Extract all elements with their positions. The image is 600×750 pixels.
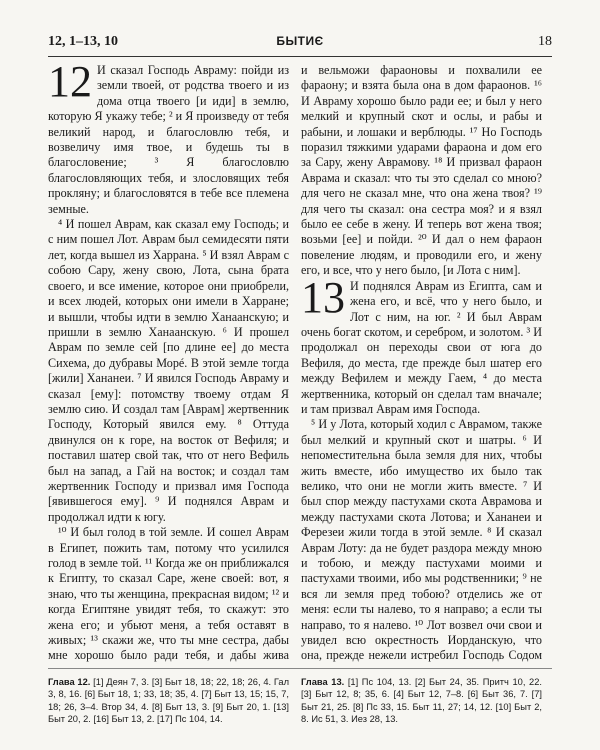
left-column [48,63,289,663]
footnote-refs-13: [1] Пс 104, 13. [2] Быт 24, 35. Притч 10, 22. [3] Быт 12, 8; 35, 6. [4] Быт 12, 7–8. [6] Быт 36, 7. [7] Быт 21, 25. [8] Пс 33, 15. Быт 11, 27; 14, 12. [10] Быт 2, 8. Ис 51, 3. Иез 28, 13. [301,677,542,725]
footnotes-chapter-13 [301,676,542,726]
running-header [48,32,552,54]
footnotes-chapter-12 [48,676,289,726]
chapter-12-verses-15-20: и вельможи фараоновы и похвалили ее фараону; и взята была она в дом фараонов. ¹⁶ И Авраму хорошо было ради ее; и был у него мелкий и крупный скот и ослы, и рабы и рабыни, и лошаки и верблюды. ¹⁷ Но Господь поразил тяжкими ударами фараона и дом его за Сару, жену Аврамову. ¹⁸ И призвал фараон Аврама и сказал: что ты это сделал со мною? для чего не сказал мне, что она жена твоя? ¹⁹ для чего ты сказал: она сестра моя? и я взял было ее себе в жену. И теперь вот жена твоя; возьми [ее] и пойди. ²⁰ И дал о нем фараон повеление людям, и проводили его, и жену его, и все, что у него было, [и Лота с ним]. [301,63,542,278]
chapter-12-verses-1-3: И сказал Господь Авраму: пойди из земли твоей, от родства твоего и из дома отца твоего [и иди] в землю, которую Я укажу тебе; ² и Я произведу от тебя великий народ, и благословлю тебя, и возвеличу имя твое, и будешь ты в благословение; ³ Я благословлю благословляющих тебя, и злословящих тебя прокляну; и благословятся в тебе все племена земные. [48,63,289,216]
chapter-range: 12, 1–13, 10 [48,34,118,49]
footnote-label-12: Глава 12. [48,677,91,687]
footnote-rule [48,668,552,669]
chapter-13-verses-5-10: ⁵ И у Лота, который ходил с Аврамом, также был мелкий и крупный скот и шатры. ⁶ И непоместительна была земля для них, чтобы жить вместе, ибо имущество их было так велико, что они не могли жить вместе. ⁷ И был спор между пастухами скота Аврамова и между пастухами скота Лотова; и Хананеи и Ферезеи жили тогда в этой земле. ⁸ И сказал Аврам Лоту: да не будет раздора между мною и тобою, и между пастухами моими и пастухами твоими, ибо мы родственники; ⁹ не вся ли земля пред тобою? отделись же от меня: если ты налево, то я направо; а если ты направо, то я налево. ¹⁰ Лот возвел очи свои и увидел всю окрестность Иорданскую, что она, прежде нежели истребил Господь Содом [301,417,542,663]
page-number: 18 [538,34,552,49]
chapter-13-opening [301,272,542,418]
footnote-refs-12: [1] Деян 7, 3. [3] Быт 18, 18; 22, 18; 26, 4. Гал 3, 8, 16. [6] Быт 18, 1; 33, 18; 35, 4. [7] Быт 13, 15; 15, 7, 18; 26, 3–4. Втор 34, 4. [8] Быт 13, 3. [9] Быт 20, 1. [13] Быт 20, 2. [16] Быт 13, 2. [17] Пс 104, 14. [48,677,289,725]
chapter-13-verses-1-4: И поднялся Аврам из Египта, сам и жена его, и всё, что у него было, и Лот с ним, на юг. ² И был Аврам очень богат скотом, и серебром, и золотом. ³ И продолжал он переходы свои от юга до Вефиля, до места, где прежде был шатер его между Вефилем и между Гаем, ⁴ до места жертвенника, который он сделал там вначале; и там призвал Аврам имя Господа. [301,278,542,416]
chapter-13-dropcap: 13 [301,272,345,322]
chapter-12-opening [48,63,289,217]
chapter-12-dropcap: 12 [48,63,92,106]
book-title: БЫТИЄ [276,34,324,48]
chapter-12-verses-4-9: ⁴ И пошел Аврам, как сказал ему Господь; и с ним пошел Лот. Аврам был семидесяти пяти лет, когда вышел из Харрана. ⁵ И взял Аврам с собою Сару, жену свою, Лота, сына брата своего, и все имение, которое они приобрели, и всех людей, которых они имели в Харране; и вышли, чтобы идти в землю Ханаанскую; и пришли в землю Ханаанскую. ⁶ И прошел Аврам по земле сей [по длине ее] до места Сихема, до дубравы Морé. В этой земле тогда [жили] Хананеи. ⁷ И явился Господь Авраму и сказал [ему]: потомству твоему отдам Я землю сию. И создал там [Аврам] жертвенник Господу, Который явился ему. ⁸ Оттуда двинулся он к горе, на восток от Вефиля; и поставил шатер свой так, что от него Вефиль был на запад, а Гай на восток; и создал там жертвенник Господу и призвал имя Господа [явившегося ему]. ⁹ И поднялся Аврам и продолжал идти к югу. [48,217,289,524]
chapter-12-verses-10-15: ¹⁰ И был голод в той земле. И сошел Аврам в Египет, пожить там, потому что усилился голод в земле той. ¹¹ Когда же он приближался к Египту, то сказал Саре, жене своей: вот, я знаю, что ты женщина, прекрасная видом; ¹² и когда Египтяне увидят тебя, то скажут: это жена его; и убьют меня, а тебя оставят в живых; ¹³ скажи же, что ты мне сестра, дабы мне хорошо было ради тебя, и дабы жива [48,525,289,663]
right-column [301,63,542,663]
header-rule [48,56,552,57]
footnote-label-13: Глава 13. [301,677,345,687]
